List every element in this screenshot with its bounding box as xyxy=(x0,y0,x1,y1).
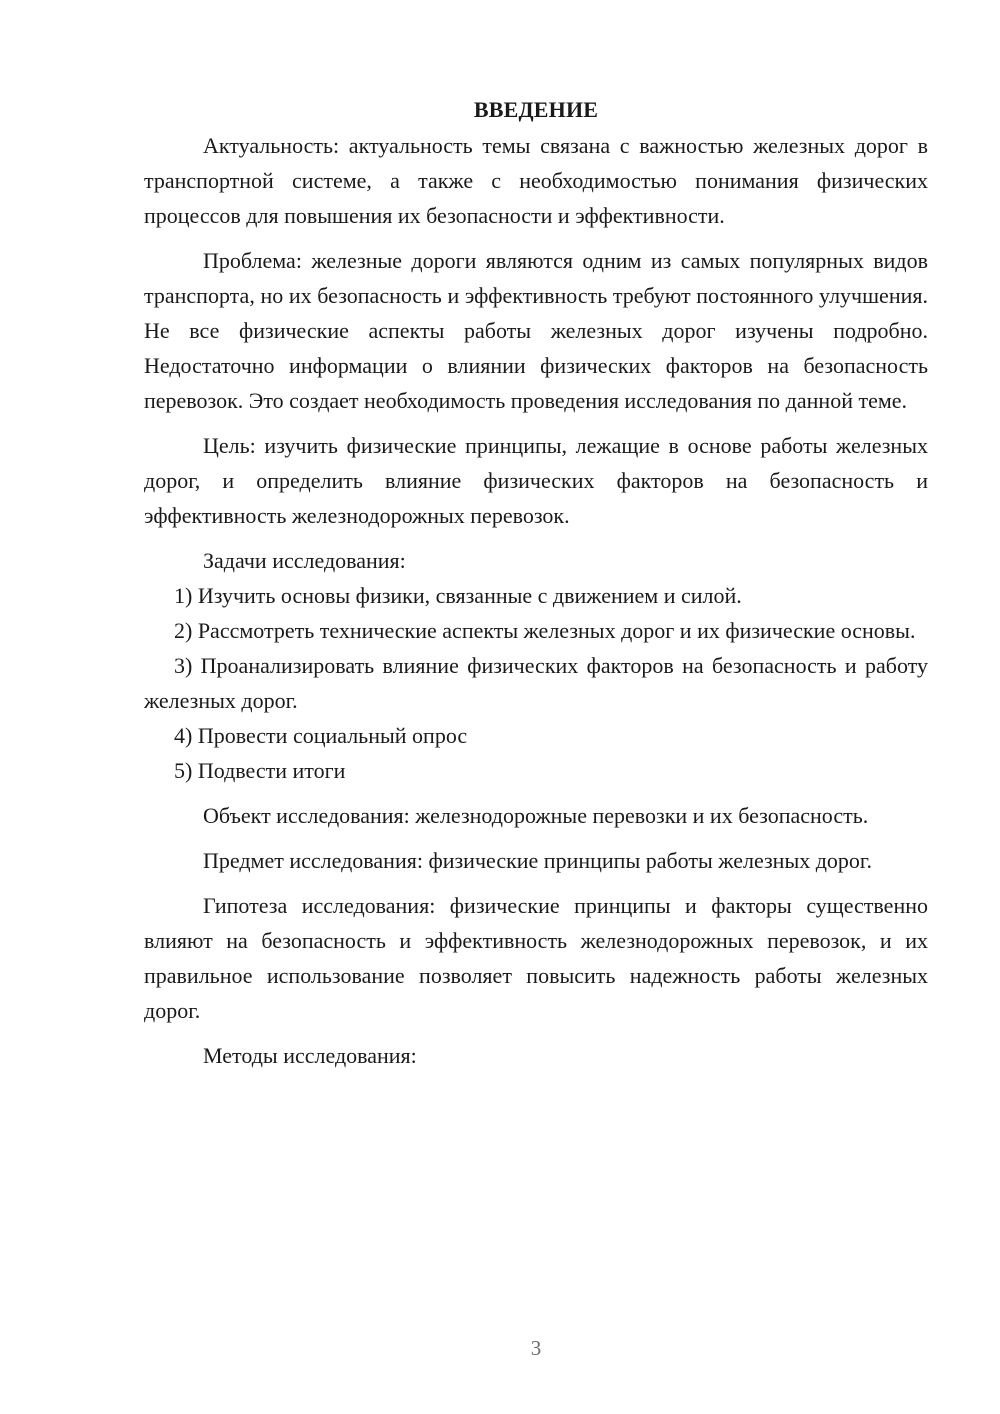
list-item-task-4: 4) Провести социальный опрос xyxy=(174,723,468,748)
list-item-task-1: 1) Изучить основы физики, связанные с движением и силой. xyxy=(174,583,742,608)
paragraph-problem: Проблема: железные дороги являются одним из самых популярных видов транспорта, но их безопасность и эффективность требуют постоянного улучшения. Не все физические аспекты работы железных дорог изучены подробно. Недостаточно информации о влиянии физических факторов на безопасность перевозок. Это создает необходимость проведения исследования по данной теме. xyxy=(144,248,928,413)
list-item-task-5: 5) Подвести итоги xyxy=(174,758,346,783)
paragraph-goal: Цель: изучить физические принципы, лежащие в основе работы железных дорог, и определить влияние физических факторов на безопасность и эффективность железнодорожных перевозок. xyxy=(144,433,928,528)
page-title: ВВЕДЕНИЕ xyxy=(473,97,599,122)
list-item-task-2: 2) Рассмотреть технические аспекты железных дорог и их физические основы. xyxy=(174,618,916,643)
paragraph-relevance: Актуальность: актуальность темы связана с важностью железных дорог в транспортной системе, а также с необходимостью понимания физических процессов для повышения их безопасности и эффективности. xyxy=(144,133,928,228)
page-number: 3 xyxy=(530,1336,542,1360)
tasks-title: Задачи исследования: xyxy=(203,548,406,573)
paragraph-hypothesis: Гипотеза исследования: физические принципы и факторы существенно влияют на безопасность и эффективность железнодорожных перевозок, и их правильное использование позволяет повысить надежность работы железных дорог. xyxy=(144,893,928,1023)
document-page xyxy=(144,92,928,1073)
paragraph-object: Объект исследования: железнодорожные перевозки и их безопасность. xyxy=(203,803,869,828)
paragraph-methods: Методы исследования: xyxy=(203,1043,417,1068)
list-item-task-3: 3) Проанализировать влияние физических факторов на безопасность и работу железных дорог. xyxy=(144,653,928,713)
paragraph-subject: Предмет исследования: физические принципы работы железных дорог. xyxy=(203,848,872,873)
